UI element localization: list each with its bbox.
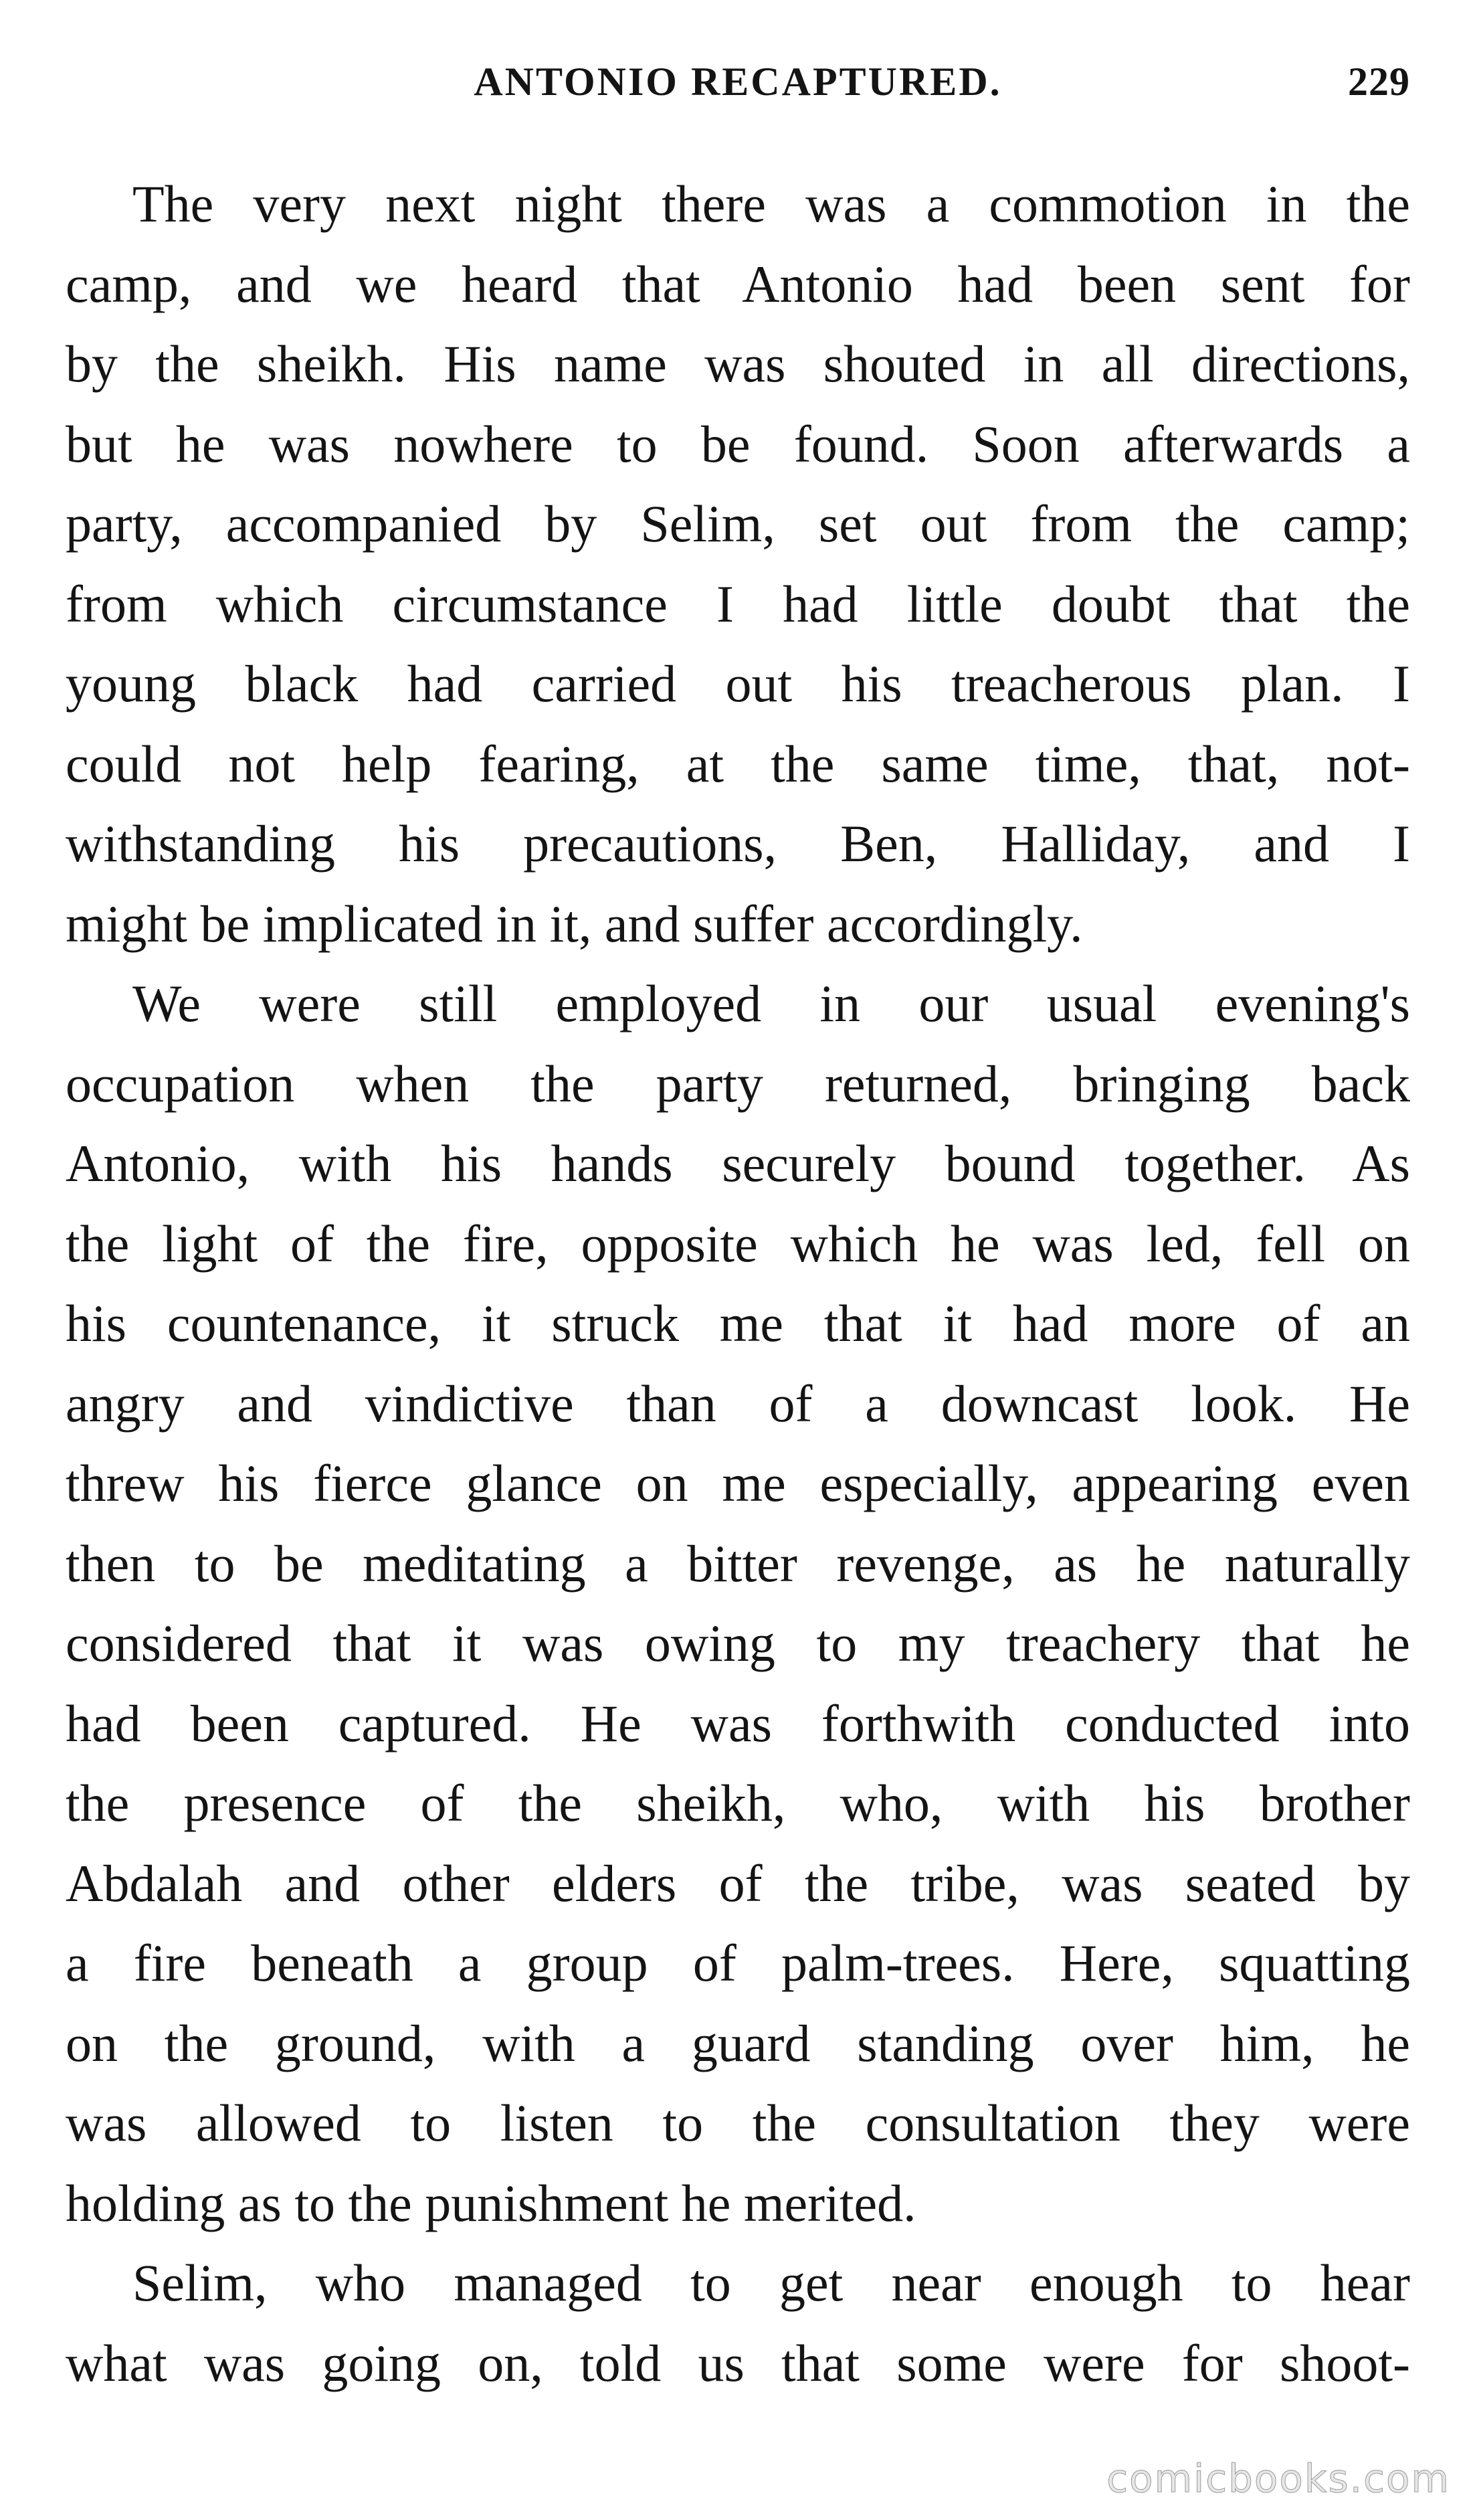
text-line: party, accompanied by Selim, set out from the camp; bbox=[66, 494, 1410, 553]
text-line: The very next night there was a commotion in the bbox=[132, 175, 1410, 233]
text-line: Selim, who managed to get near enough to hear bbox=[132, 2254, 1410, 2312]
text-line: camp, and we heard that Antonio had been sent for bbox=[66, 254, 1410, 313]
text-line: threw his fierce glance on me especially, appearing even bbox=[66, 1454, 1410, 1512]
paragraph-2 bbox=[66, 964, 1410, 2243]
text-line: holding as to the punishment he merited. bbox=[66, 2173, 916, 2232]
text-line: had been captured. He was forthwith conducted into bbox=[66, 1694, 1410, 1752]
watermark: comicbooks.com bbox=[1106, 2456, 1450, 2501]
page-number: 229 bbox=[1348, 60, 1410, 104]
running-head bbox=[66, 59, 1410, 119]
paragraph-1 bbox=[66, 164, 1410, 964]
text-line: We were still employed in our usual evening's bbox=[132, 974, 1410, 1032]
text-line: Abdalah and other elders of the tribe, was seated by bbox=[66, 1854, 1410, 1912]
text-line: was allowed to listen to the consultation they were bbox=[66, 2094, 1410, 2152]
text-line: might be implicated in it, and suffer accordingly. bbox=[66, 894, 1083, 953]
text-line: Antonio, with his hands securely bound together. As bbox=[66, 1134, 1410, 1192]
text-line: the presence of the sheikh, who, with his brother bbox=[66, 1774, 1410, 1832]
running-title: ANTONIO RECAPTURED. bbox=[474, 60, 1002, 104]
text-line: then to be meditating a bitter revenge, as he naturally bbox=[66, 1534, 1410, 1593]
text-line: but he was nowhere to be found. Soon afterwards a bbox=[66, 414, 1410, 473]
text-line: a fire beneath a group of palm-trees. Here, squatting bbox=[66, 1934, 1410, 1992]
text-line: angry and vindictive than of a downcast look. He bbox=[66, 1374, 1410, 1433]
text-line: what was going on, told us that some were for shoot- bbox=[66, 2333, 1410, 2392]
text-line: young black had carried out his treacherous plan. I bbox=[66, 654, 1410, 713]
text-line: on the ground, with a guard standing over him, he bbox=[66, 2013, 1410, 2072]
text-line: his countenance, it struck me that it had more of an bbox=[66, 1294, 1410, 1352]
text-line: from which circumstance I had little doubt that the bbox=[66, 574, 1410, 633]
text-line: occupation when the party returned, bringing back bbox=[66, 1054, 1410, 1113]
text-line: could not help fearing, at the same time, that, not- bbox=[66, 734, 1410, 793]
paragraph-3 bbox=[66, 2243, 1410, 2403]
text-line: withstanding his precautions, Ben, Halliday, and I bbox=[66, 814, 1410, 873]
text-line: the light of the fire, opposite which he was led, fell on bbox=[66, 1214, 1410, 1273]
text-line: considered that it was owing to my treachery that he bbox=[66, 1614, 1410, 1672]
text-line: by the sheikh. His name was shouted in all directions, bbox=[66, 335, 1410, 393]
body-text bbox=[66, 164, 1410, 2403]
